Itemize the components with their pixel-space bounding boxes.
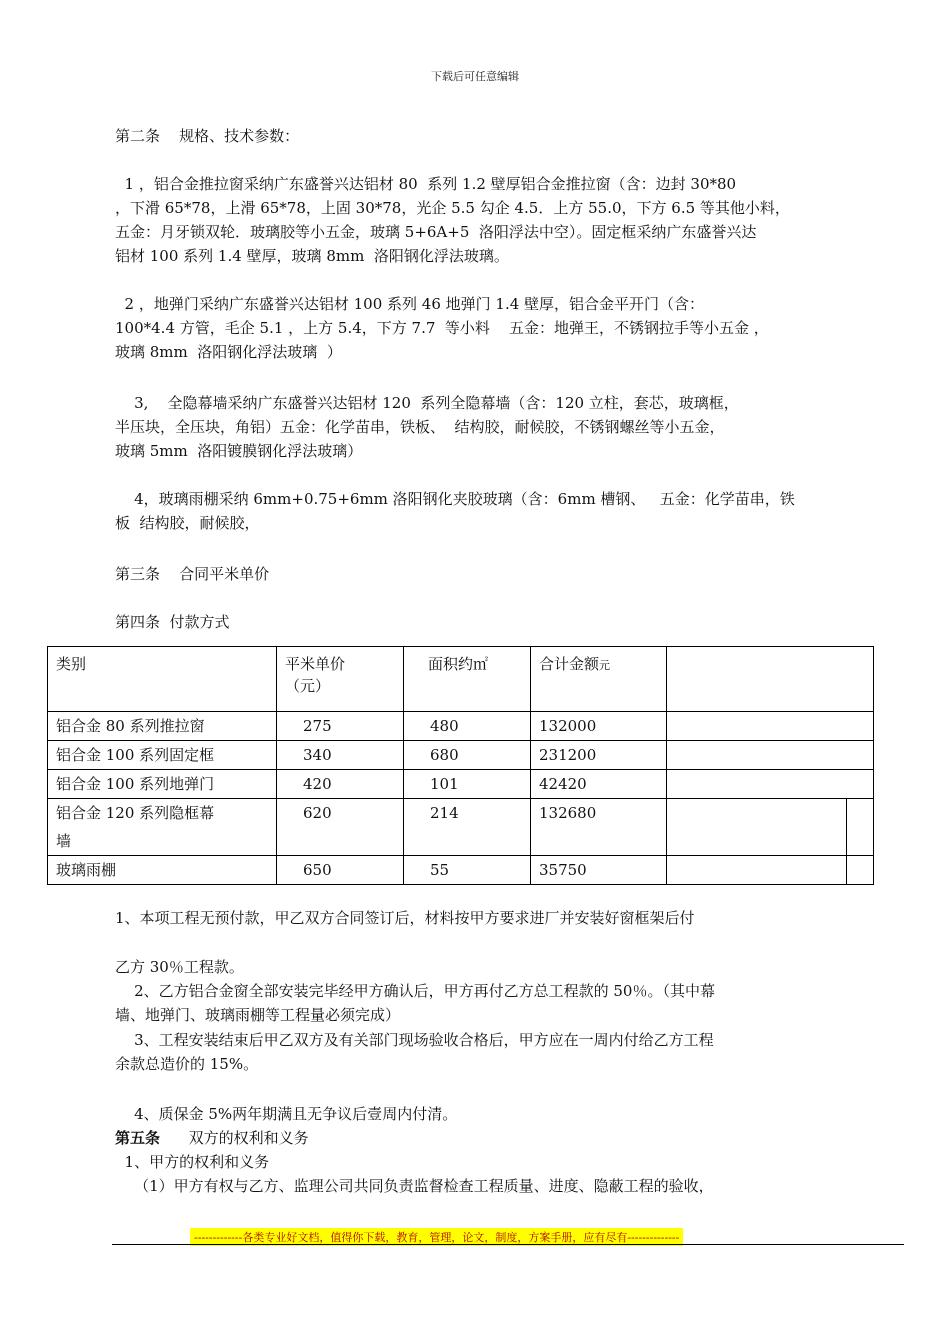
row-category: 铝合金 100 系列固定框 xyxy=(48,741,277,770)
row-price: 620 xyxy=(277,799,404,856)
payment-p2: 2、乙方铝合金窗全部安装完毕经甲方确认后，甲方再付乙方总工程款的 50％。（其中幕 墙、地弹门、玻璃雨棚等工程量必须完成） xyxy=(115,982,715,1024)
row-area: 55 xyxy=(404,856,531,885)
row-blank-extra xyxy=(847,799,874,856)
section4-title: 第四条 付款方式 xyxy=(115,613,230,631)
row-area: 101 xyxy=(404,770,531,799)
row-area: 680 xyxy=(404,741,531,770)
section2-item3: 3, 全隐幕墙采纳广东盛誉兴达铝材 120 系列全隐幕墙（含：120 立柱，套芯，玻璃框， 半压块，全压块，角铝）五金：化学苗串，铁板、 结构胶，耐候胶，不锈钢螺丝等小五金， 玻璃 5mm 洛阳镀膜钢化浮法玻璃） xyxy=(115,394,739,460)
header-area: 面积约㎡ xyxy=(404,647,531,712)
payment-p1b: 乙方 30％工程款。 xyxy=(115,958,244,976)
row-price: 650 xyxy=(277,856,404,885)
header-category: 类别 xyxy=(48,647,277,712)
section5-sub1-1: （1）甲方有权与乙方、监理公司共同负责监督检查工程质量、进度、隐蔽工程的验收， xyxy=(115,1177,714,1195)
table-row xyxy=(48,856,874,885)
section2-item1: 1 ，铝合金推拉窗采纳广东盛誉兴达铝材 80 系列 1.2 壁厚铝合金推拉窗（含：边封 30*80 ，下滑 65*78，上滑 65*78，上固 30*78，光企 5.5 勾企 4.5．上方 55.0，下方 6.5 等其他小料， 五金：月牙锁双轮．玻璃胶等小五金，玻璃 5+6A+5 洛阳浮法中空）。固定框采纳广东盛誉兴达 铝材 100 系列 1.4 壁厚，玻璃 8mm 洛阳钢化浮法玻璃。 xyxy=(115,175,790,265)
section5-title-rest: 双方的权利和义务 xyxy=(160,1129,309,1147)
row-area: 214 xyxy=(404,799,531,856)
row-price: 275 xyxy=(277,712,404,741)
row-total: 231200 xyxy=(531,741,667,770)
row-category: 铝合金 120 系列隐框幕 墙 xyxy=(48,799,277,856)
row-blank xyxy=(667,770,874,799)
table-row xyxy=(48,741,874,770)
row-total: 42420 xyxy=(531,770,667,799)
row-blank xyxy=(667,741,874,770)
header-note: 下载后可任意编辑 xyxy=(431,70,519,83)
section2-title: 第二条 规格、技术参数： xyxy=(115,127,300,145)
payment-table xyxy=(47,646,874,885)
table-row xyxy=(48,712,874,741)
row-blank xyxy=(667,712,874,741)
section3-title: 第三条 合同平米单价 xyxy=(115,565,270,583)
row-price: 340 xyxy=(277,741,404,770)
table-row xyxy=(48,799,874,856)
section2-item2: 2 ，地弹门采纳广东盛誉兴达铝材 100 系列 46 地弹门 1.4 壁厚，铝合金平开门（含： 100*4.4 方管，毛企 5.1 ，上方 5.4，下方 7.7 等小料 五金：地弹王，不锈钢拉手等小五金 ， 玻璃 8mm 洛阳钢化浮法玻璃 ） xyxy=(115,295,769,361)
section2-item4: 4，玻璃雨棚采纳 6mm+0.75+6mm 洛阳钢化夹胶玻璃（含：6mm 槽钢、 五金：化学苗串，铁 板 结构胶，耐候胶， xyxy=(115,490,795,532)
row-total: 132000 xyxy=(531,712,667,741)
table-row xyxy=(48,770,874,799)
row-blank xyxy=(667,856,847,885)
row-area: 480 xyxy=(404,712,531,741)
section5-title xyxy=(115,1126,915,1150)
table-header-row xyxy=(48,647,874,712)
section5-title-bold: 第五条 xyxy=(115,1129,161,1147)
payment-p3: 3、工程安装结束后甲乙双方及有关部门现场验收合格后，甲方应在一周内付给乙方工程 余款总造价的 15%。 xyxy=(115,1031,714,1073)
header-total: 合计金额元 xyxy=(531,647,667,712)
row-blank xyxy=(667,799,847,856)
footer-divider xyxy=(112,1244,904,1245)
row-total: 132680 xyxy=(531,799,667,856)
section5-sub1: 1、甲方的权利和义务 xyxy=(115,1153,270,1171)
row-category: 铝合金 80 系列推拉窗 xyxy=(48,712,277,741)
row-price: 420 xyxy=(277,770,404,799)
row-total: 35750 xyxy=(531,856,667,885)
header-blank xyxy=(667,647,874,712)
footer-banner: -------------各类专业好文档，值得你下载，教育，管理，论文，制度，方案手册，应有尽有-------------- xyxy=(190,1228,683,1246)
payment-p4: 4、质保金 5%两年期满且无争议后壹周内付清。 xyxy=(115,1105,458,1123)
header-price: 平米单价 （元） xyxy=(277,647,404,712)
row-category: 玻璃雨棚 xyxy=(48,856,277,885)
payment-p1a: 1、本项工程无预付款，甲乙双方合同签订后，材料按甲方要求进厂并安装好窗框架后付 xyxy=(115,909,695,927)
row-blank-extra xyxy=(847,856,874,885)
row-category: 铝合金 100 系列地弹门 xyxy=(48,770,277,799)
